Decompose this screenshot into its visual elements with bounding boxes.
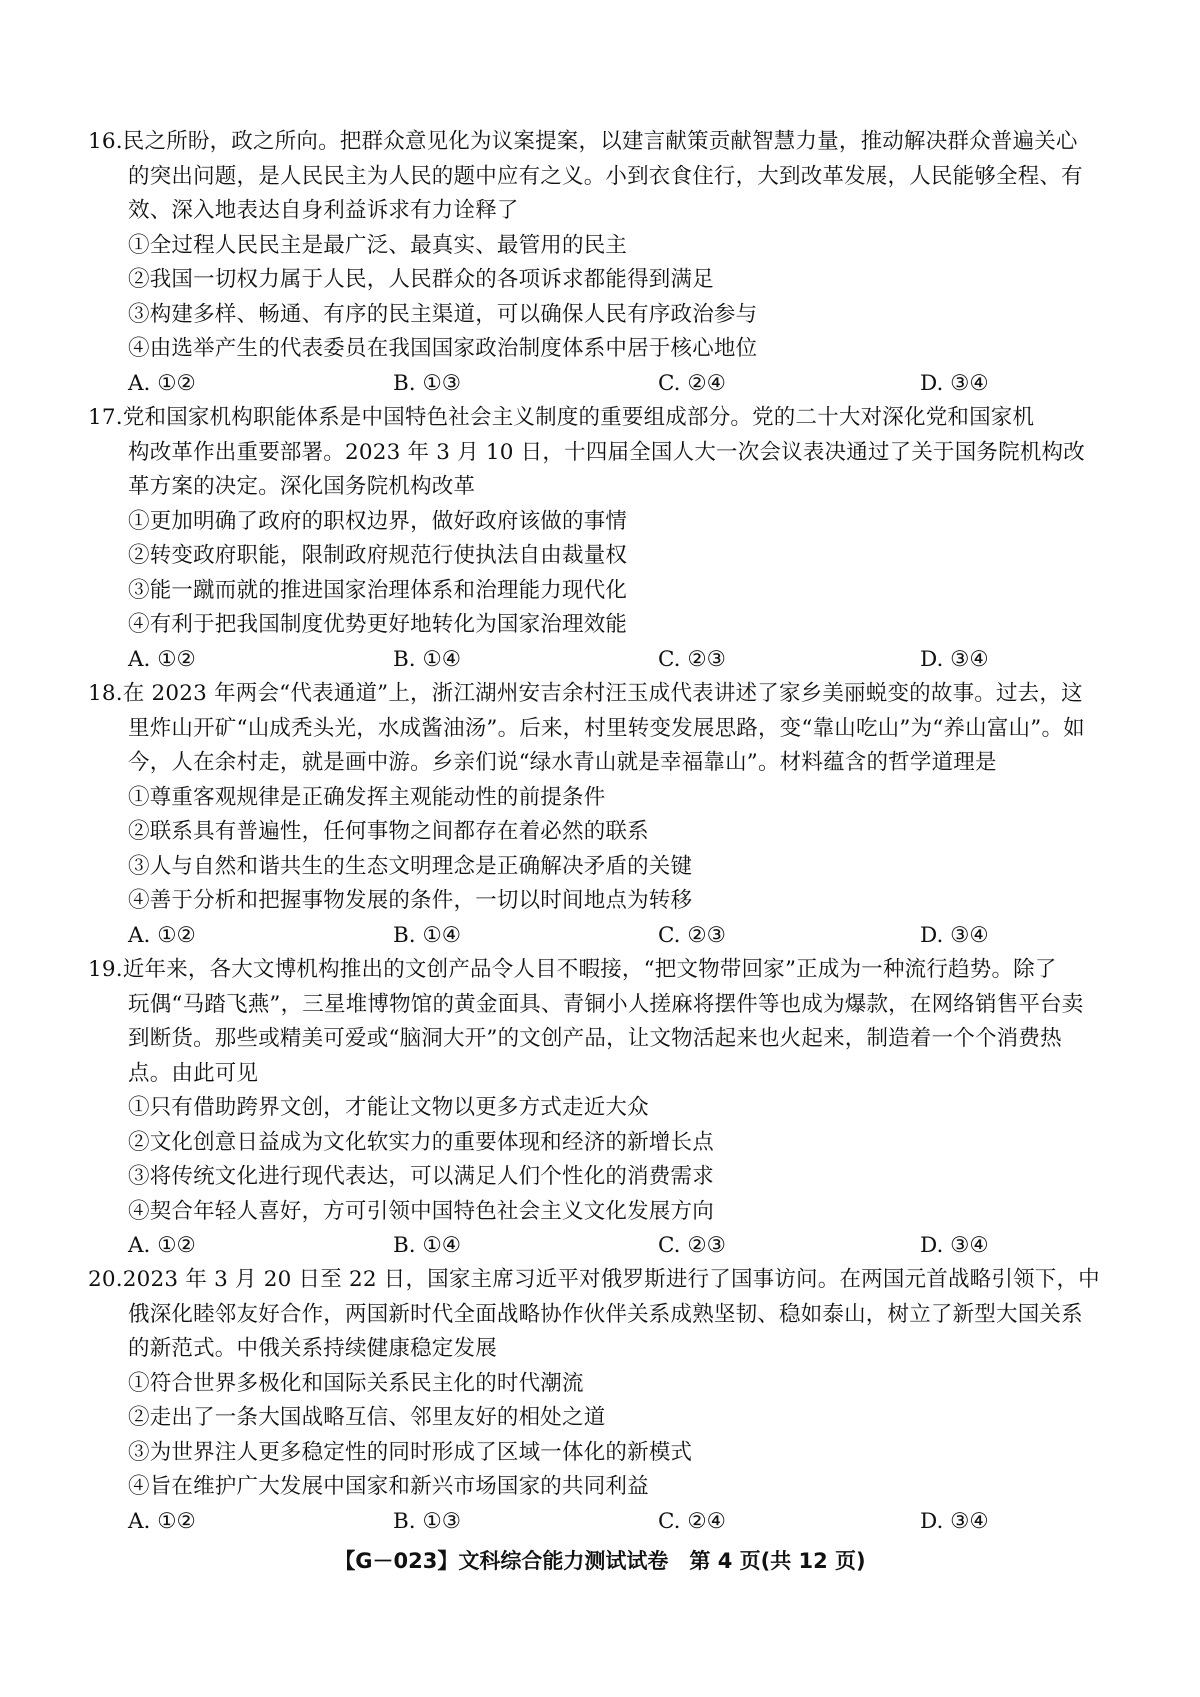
statement-option: ③将传统文化进行现代表达，可以满足人们个性化的消费需求 [128, 1164, 714, 1189]
question-stem-line: 20.2023 年 3 月 20 日至 22 日，国家主席习近平对俄罗斯进行了国事访问。在两国元首战略引领下，中 [88, 1267, 1100, 1292]
question-stem-line: 效、深入地表达自身利益诉求有力诠释了 [128, 198, 519, 223]
question-16 [88, 125, 1128, 401]
question-stem-line: 的新范式。中俄关系持续健康稳定发展 [128, 1336, 497, 1361]
question-19 [88, 953, 1128, 1264]
choice-b: B. ①④ [393, 922, 462, 948]
answer-choices [88, 1229, 1128, 1264]
answer-choices [88, 919, 1128, 954]
question-18 [88, 677, 1128, 953]
statement-option: ③为世界注人更多稳定性的同时形成了区域一体化的新模式 [128, 1439, 693, 1465]
page-footer: 【G－023】文科综合能力测试试卷 第 4 页(共 12 页) [334, 1549, 866, 1573]
choice-b: B. ①④ [393, 646, 462, 672]
choice-c: C. ②④ [658, 370, 726, 396]
statement-option: ③人与自然和谐共生的生态文明理念是正确解决矛盾的关键 [128, 853, 693, 879]
statement-option: ①只有借助跨界文创，才能让文物以更多方式走近大众 [128, 1095, 649, 1120]
choice-b: B. ①③ [393, 370, 462, 396]
statement-option: ③构建多样、畅通、有序的民主渠道，可以确保人民有序政治参与 [128, 301, 758, 327]
question-stem-line: 点。由此可见 [128, 1060, 259, 1086]
choice-c: C. ②③ [658, 646, 726, 672]
statement-option: ②走出了一条大国战略互信、邻里友好的相处之道 [128, 1405, 606, 1430]
choice-d: D. ③④ [920, 646, 989, 672]
statement-option: ②联系具有普遍性，任何事物之间都存在着必然的联系 [128, 819, 649, 844]
question-stem-line: 构改革作出重要部署。2023 年 3 月 10 日，十四届全国人大一次会议表决通过了关于国务院机构改 [128, 439, 1085, 465]
choice-c: C. ②③ [658, 922, 726, 948]
question-stem-line: 18.在 2023 年两会“代表通道”上，浙江湖州安吉余村汪玉成代表讲述了家乡美丽蜕变的故事。过去，这 [88, 681, 1083, 706]
choice-a: A. ①② [128, 370, 196, 396]
question-stem-line: 的突出问题，是人民民主为人民的题中应有之义。小到衣食住行，大到改革发展，人民能够全程、有 [128, 163, 1083, 189]
question-stem-line: 俄深化睦邻友好合作，两国新时代全面战略协作伙伴关系成熟坚韧、稳如泰山，树立了新型大国关系 [128, 1301, 1083, 1327]
statement-option: ④旨在维护广大发展中国家和新兴市场国家的共同利益 [128, 1474, 649, 1499]
question-stem-line: 19.近年来，各大文博机构推出的文创产品令人目不暇接，“把文物带回家”正成为一种流行趋势。除了 [88, 957, 1057, 982]
choice-a: A. ①② [128, 1233, 196, 1258]
question-stem-line: 17.党和国家机构职能体系是中国特色社会主义制度的重要组成部分。党的二十大对深化党和国家机 [88, 405, 1035, 430]
question-stem-line: 今，人在余村走，就是画中游。乡亲们说“绿水青山就是幸福靠山”。材料蕴含的哲学道理是 [128, 750, 997, 775]
statement-option: ②文化创意日益成为文化软实力的重要体现和经济的新增长点 [128, 1129, 714, 1155]
answer-choices [88, 643, 1128, 678]
choice-a: A. ①② [128, 922, 196, 948]
choice-d: D. ③④ [920, 922, 989, 948]
answer-choices [88, 367, 1128, 402]
choice-a: A. ①② [128, 646, 196, 672]
statement-option: ②转变政府职能，限制政府规范行使执法自由裁量权 [128, 543, 628, 568]
choice-a: A. ①② [128, 1508, 196, 1534]
statement-option: ③能一蹴而就的推进国家治理体系和治理能力现代化 [128, 577, 628, 603]
question-stem-line: 16.民之所盼，政之所向。把群众意见化为议案提案，以建言献策贡献智慧力量，推动解决群众普遍关心 [88, 129, 1078, 154]
choice-d: D. ③④ [920, 1233, 989, 1258]
question-stem-line: 玩偶“马踏飞燕”，三星堆博物馆的黄金面具、青铜小人搓麻将摆件等也成为爆款，在网络销售平台卖 [128, 991, 1084, 1017]
choice-b: B. ①③ [393, 1508, 462, 1534]
statement-option: ①全过程人民民主是最广泛、最真实、最管用的民主 [128, 232, 628, 258]
statement-option: ④由选举产生的代表委员在我国国家政治制度体系中居于核心地位 [128, 336, 758, 361]
question-stem-line: 里炸山开矿“山成秃头光，水成酱油汤”。后来，村里转变发展思路，变“靠山吃山”为“养山富山”。如 [128, 715, 1085, 741]
statement-option: ④有利于把我国制度优势更好地转化为国家治理效能 [128, 612, 628, 637]
statement-option: ①符合世界多极化和国际关系民主化的时代潮流 [128, 1370, 584, 1396]
question-20 [88, 1263, 1128, 1539]
question-stem-line: 到断货。那些或精美可爱或“脑洞大开”的文创产品，让文物活起来也火起来，制造着一个个消费热 [128, 1026, 1062, 1051]
choice-c: C. ②④ [658, 1508, 726, 1534]
statement-option: ①更加明确了政府的职权边界，做好政府该做的事情 [128, 508, 628, 534]
question-17 [88, 401, 1128, 677]
choice-d: D. ③④ [920, 1508, 989, 1534]
answer-choices [88, 1505, 1128, 1540]
statement-option: ④契合年轻人喜好，方可引领中国特色社会主义文化发展方向 [128, 1198, 714, 1224]
statement-option: ①尊重客观规律是正确发挥主观能动性的前提条件 [128, 784, 606, 810]
question-stem-line: 革方案的决定。深化国务院机构改革 [128, 474, 476, 499]
choice-d: D. ③④ [920, 370, 989, 396]
choice-b: B. ①④ [393, 1233, 462, 1258]
statement-option: ②我国一切权力属于人民，人民群众的各项诉求都能得到满足 [128, 267, 714, 292]
choice-c: C. ②③ [658, 1233, 726, 1258]
statement-option: ④善于分析和把握事物发展的条件，一切以时间地点为转移 [128, 888, 693, 913]
